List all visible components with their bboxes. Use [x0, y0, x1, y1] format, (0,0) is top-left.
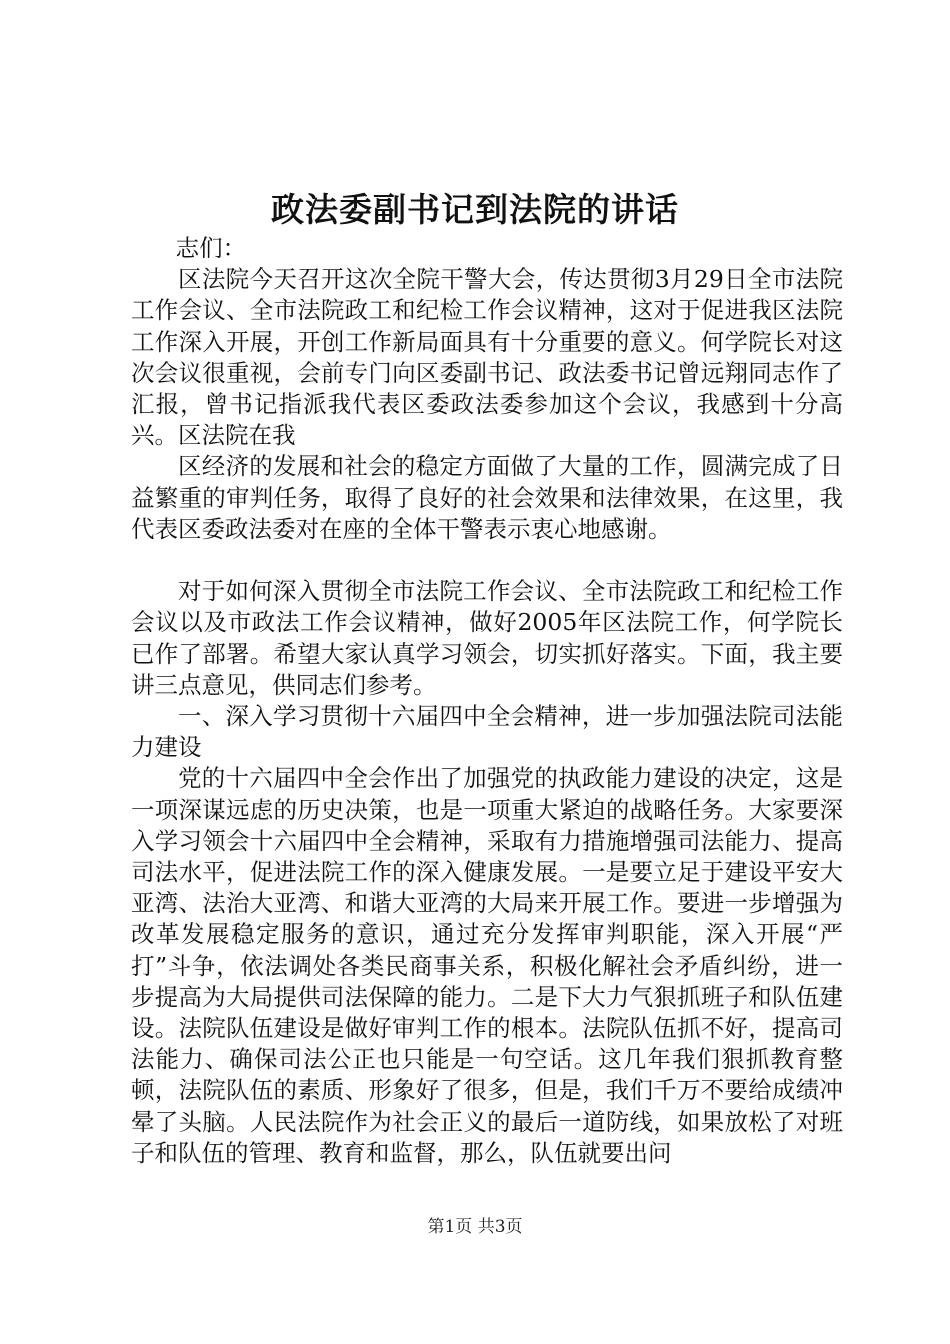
body-paragraph: 区经济的发展和社会的稳定方面做了大量的工作，圆满完成了日益繁重的审判任务，取得了良好的社会效果和法律效果，在这里，我代表区委政法委对在座的全体干警表示衷心地感谢。 [131, 452, 843, 543]
section-heading: 一、深入学习贯彻十六届四中全会精神，进一步加强法院司法能力建设 [131, 702, 843, 762]
body-paragraph: 对于如何深入贯彻全市法院工作会议、全市法院政工和纪检工作会议以及市政法工作会议精神，做好2005年区法院工作，何学院长已作了部署。希望大家认真学习领会，切实抓好落实。下面，我主要讲三点意见，供同志们参考。 [131, 577, 843, 699]
salutation-paragraph: 志们： [175, 234, 247, 262]
document-body [131, 233, 843, 1169]
page-footer: 第1页 共3页 [427, 1217, 523, 1237]
body-paragraph: 区法院今天召开这次全院干警大会，传达贯彻3月29日全市法院工作会议、全市法院政工和纪检工作会议精神，这对于促进我区法院工作深入开展，开创工作新局面具有十分重要的意义。何学院长对这次会议很重视，会前专门向区委副书记、政法委书记曾远翔同志作了汇报，曾书记指派我代表区委政法委参加这个会议，我感到十分高兴。区法院在我 [131, 265, 843, 450]
document-title: 政法委副书记到法院的讲话 [271, 190, 679, 229]
body-paragraph: 党的十六届四中全会作出了加强党的执政能力建设的决定，这是一项深谋远虑的历史决策，也是一项重大紧迫的战略任务。大家要深入学习领会十六届四中全会精神，采取有力措施增强司法能力、提高司法水平，促进法院工作的深入健康发展。一是要立足于建设平安大亚湾、法治大亚湾、和谐大亚湾的大局来开展工作。要进一步增强为改革发展稳定服务的意识，通过充分发挥审判职能，深入开展“严打”斗争，依法调处各类民商事关系，积极化解社会矛盾纠纷，进一步提高为大局提供司法保障的能力。二是下大力气狠抓班子和队伍建设。法院队伍建设是做好审判工作的根本。法院队伍抓不好，提高司法能力、确保司法公正也只能是一句空话。这几年我们狠抓教育整顿，法院队伍的素质、形象好了很多，但是，我们千万不要给成绩冲晕了头脑。人民法院作为社会正义的最后一道防线，如果放松了对班子和队伍的管理、教育和监督，那么，队伍就要出问 [131, 764, 843, 1167]
